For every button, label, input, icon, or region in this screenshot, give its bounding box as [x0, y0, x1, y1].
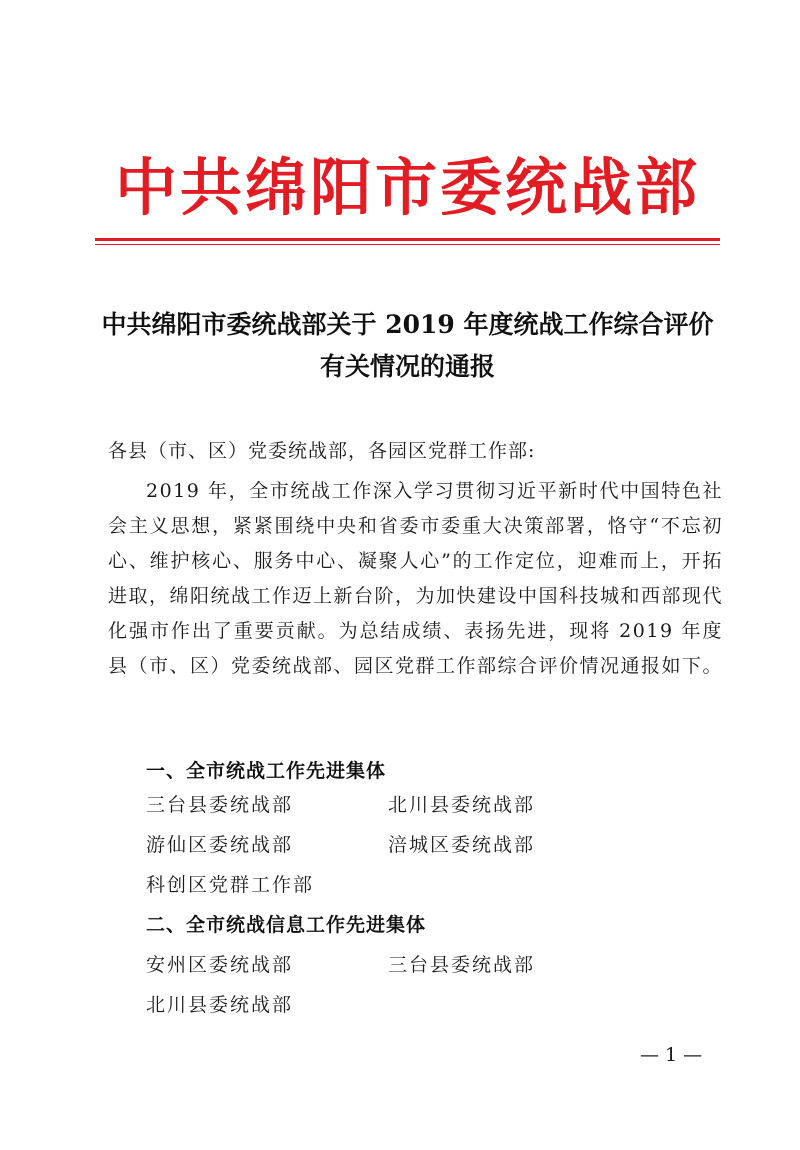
section-heading-2: 二、全市统战信息工作先进集体	[146, 914, 427, 936]
unit-item: 三台县委统战部	[388, 954, 536, 976]
red-header-rule-thin	[95, 244, 720, 245]
document-title: 中共绵阳市委统战部关于 2019 年度统战工作综合评价有关情况的通报	[101, 310, 714, 381]
unit-item: 安州区委统战部	[146, 954, 294, 976]
unit-item: 北川县委统战部	[146, 994, 294, 1016]
unit-item: 涪城区委统战部	[388, 834, 536, 856]
section-heading-1: 一、全市统战工作先进集体	[146, 760, 387, 782]
red-header-rule	[95, 238, 720, 241]
masthead: 中共绵阳市委统战部	[114, 151, 700, 224]
unit-item: 科创区党群工作部	[146, 874, 315, 896]
unit-item: 游仙区委统战部	[146, 834, 294, 856]
unit-item: 北川县委统战部	[388, 794, 536, 816]
unit-item: 三台县委统战部	[146, 794, 294, 816]
page-number: — 1 —	[640, 1044, 703, 1066]
body-paragraph: 2019 年，全市统战工作深入学习贯彻习近平新时代中国特色社会主义思想，紧紧围绕中央和省委市委重大决策部署，恪守“不忘初心、维护核心、服务中心、凝聚人心”的工作定位，迎难而上，开拓进取，绵阳统战工作迈上新台阶，为加快建设中国科技城和西部现代化强市作出了重要贡献。为总结成绩、表扬先进，现将 2019 年度县（市、区）党委统战部、园区党群工作部综合评价情况通报如下。	[108, 480, 724, 677]
salutation: 各县（市、区）党委统战部，各园区党群工作部:	[108, 440, 536, 462]
